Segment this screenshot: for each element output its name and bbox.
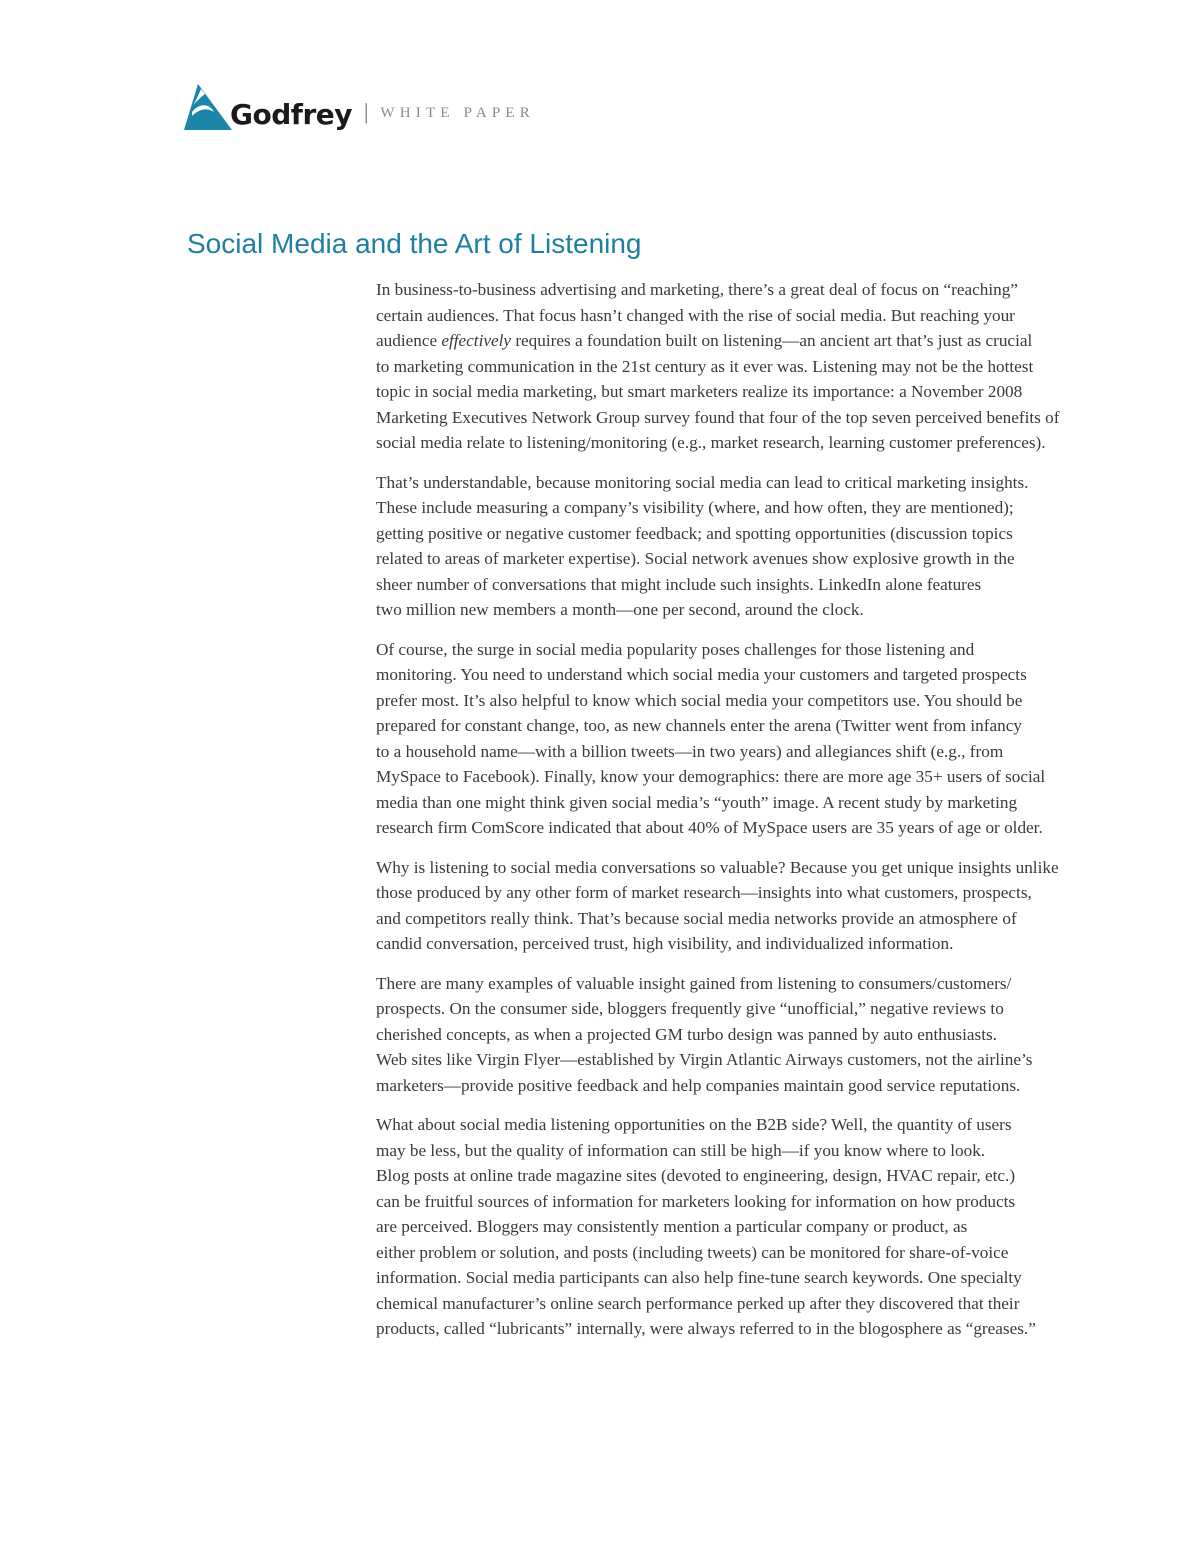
paragraph-line: These include measuring a company’s visibility (where, and how often, they are mentioned); [376,498,1014,517]
paragraph-line: related to areas of marketer expertise). Social network avenues show explosive growth in the [376,549,1015,568]
paragraph-line: sheer number of conversations that might include such insights. LinkedIn alone features [376,574,982,594]
emphasized-text: effectively [441,331,512,350]
paragraph-line: two million new members a month—one per second, around the clock. [376,600,864,619]
header-separator: | [364,99,369,124]
paragraph-line: may be less, but the quality of information can still be high—if you know where to look. [376,1140,986,1160]
paragraph-line: monitoring. You need to understand which social media your customers and targeted prospects [376,665,1027,684]
body-paragraph [376,637,1112,841]
paragraph-line: to a household name—with a billion tweets—in two years) and allegiances shift (e.g., from [376,741,1004,761]
paragraph-line: Blog posts at online trade magazine sites (devoted to engineering, design, HVAC repair, etc.) [376,1166,1016,1185]
paragraph-line: products, called “lubricants” internally, were always referred to in the blogosphere as “greases.” [376,1319,1036,1338]
paragraph-line: Why is listening to social media conversations so valuable? Because you get unique insights unlike [376,857,1059,877]
paragraph-line: There are many examples of valuable insight gained from listening to consumers/customers/ [376,973,1012,993]
paragraph-line: marketers—provide positive feedback and help companies maintain good service reputations. [376,1075,1021,1095]
paragraph-line: MySpace to Facebook). Finally, know your demographics: there are more age 35+ users of social [376,767,1046,786]
paragraph-line: Web sites like Virgin Flyer—established by Virgin Atlantic Airways customers, not the airline’s [376,1050,1033,1069]
paragraph-line: Marketing Executives Network Group survey found that four of the top seven perceived benefits of [376,407,1060,427]
body-paragraph [376,855,1112,957]
paragraph-line: getting positive or negative customer feedback; and spotting opportunities (discussion topics [376,523,1013,543]
paragraph-line: prepared for constant change, too, as new channels enter the arena (Twitter went from infancy [376,716,1022,735]
godfrey-mountain-logo-icon [184,84,232,130]
paragraph-line: can be fruitful sources of information for marketers looking for information on how products [376,1191,1016,1211]
paragraph-line: those produced by any other form of market research—insights into what customers, prospects, [376,883,1032,902]
paragraph-line: prefer most. It’s also helpful to know which social media your competitors use. You should be [376,690,1023,710]
page-title: Social Media and the Art of Listening [187,228,642,259]
line-segment: requires a foundation built on listening—an ancient art that’s just as crucial [511,331,1033,350]
paragraph-line: social media relate to listening/monitoring (e.g., market research, learning customer preferences). [376,433,1046,452]
body-paragraph [376,1112,1112,1342]
paragraph-line: certain audiences. That focus hasn’t changed with the rise of social media. But reaching your [376,305,1015,325]
line-segment: audience [376,331,442,350]
paragraph-line: media than one might think given social media’s “youth” image. A recent study by marketing [376,792,1018,812]
paragraph-line: In business-to-business advertising and marketing, there’s a great deal of focus on “reaching” [376,280,1018,299]
paragraph-line: What about social media listening opportunities on the B2B side? Well, the quantity of users [376,1115,1012,1134]
paragraph-line: chemical manufacturer’s online search performance perked up after they discovered that their [376,1293,1020,1313]
body-paragraph [376,277,1112,456]
body-paragraph [376,971,1112,1099]
logo-wordmark: Godfrey [230,97,352,131]
paragraph-line: candid conversation, perceived trust, high visibility, and individualized information. [376,934,954,953]
paragraph-line: topic in social media marketing, but smart marketers realize its importance: a November 2008 [376,382,1023,401]
paragraph-line: Of course, the surge in social media popularity poses challenges for those listening and [376,639,975,659]
paragraph-line: either problem or solution, and posts (including tweets) can be monitored for share-of-voice [376,1242,1009,1262]
paragraph-line: are perceived. Bloggers may consistently mention a particular company or product, as [376,1217,968,1236]
paragraph-line: prospects. On the consumer side, bloggers frequently give “unofficial,” negative reviews to [376,999,1004,1018]
paragraph-line: and competitors really think. That’s because social media networks provide an atmosphere of [376,908,1017,928]
body-paragraph [376,470,1112,623]
paragraph-line [376,328,1112,354]
document-header [184,82,535,132]
paragraph-line: research firm ComScore indicated that about 40% of MySpace users are 35 years of age or older. [376,818,1043,837]
paragraph-line: cherished concepts, as when a projected GM turbo design was panned by auto enthusiasts. [376,1024,997,1044]
paragraph-line: That’s understandable, because monitoring social media can lead to critical marketing insights. [376,472,1029,492]
article-body [376,277,1112,1356]
document-type-label: WHITE PAPER [380,104,535,121]
paragraph-line: information. Social media participants can also help fine-tune search keywords. One specialty [376,1268,1022,1287]
paragraph-line: to marketing communication in the 21st century as it ever was. Listening may not be the hottest [376,356,1034,376]
